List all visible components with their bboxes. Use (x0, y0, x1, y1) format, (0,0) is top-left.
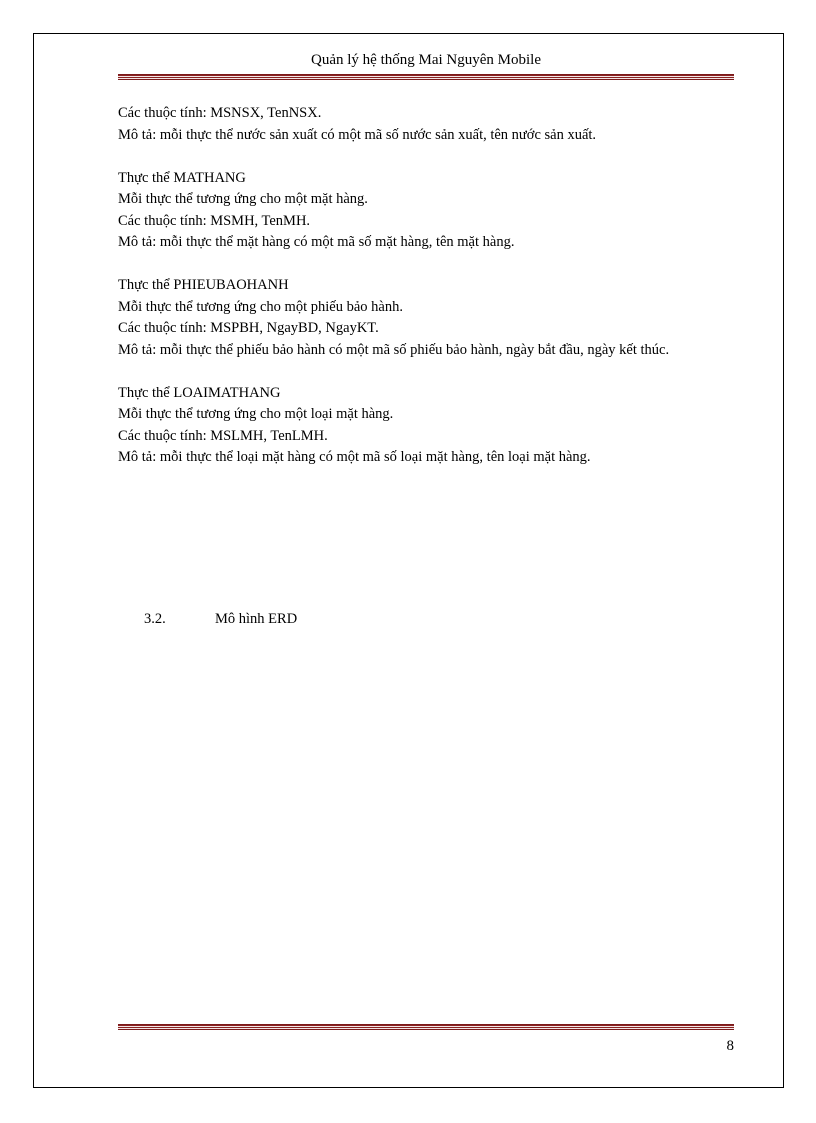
phieubaohanh-title: Thực thể PHIEUBAOHANH (118, 277, 289, 293)
nuocsanxuat-attributes: Các thuộc tính: MSNSX, TenNSX. (118, 105, 322, 121)
nuocsanxuat-description: Mô tả: mỗi thực thể nước sản xuất có một mã số nước sản xuất, tên nước sản xuất. (118, 126, 597, 143)
document-body (118, 103, 734, 469)
loaimathang-attributes: Các thuộc tính: MSLMH, TenLMH. (118, 427, 328, 444)
phieubaohanh-description: Mô tả: mỗi thực thể phiếu bảo hành có một mã số phiếu bảo hành, ngày bắt đầu, ngày kết thúc. (118, 341, 670, 358)
page-header-title: Quản lý hệ thống Mai Nguyên Mobile (311, 52, 541, 68)
mathang-description: Mô tả: mỗi thực thể mặt hàng có một mã số mặt hàng, tên mặt hàng. (118, 234, 515, 250)
footer-rule (118, 1024, 734, 1030)
phieubaohanh-intro: Mỗi thực thể tương ứng cho một phiếu bảo hành. (118, 298, 403, 315)
loaimathang-description: Mô tả: mỗi thực thể loại mặt hàng có một mã số loại mặt hàng, tên loại mặt hàng. (118, 449, 591, 465)
section-number: 3.2. (144, 611, 166, 627)
phieubaohanh-attributes: Các thuộc tính: MSPBH, NgayBD, NgayKT. (118, 320, 379, 336)
section-title: Mô hình ERD (215, 611, 298, 627)
page-number: 8 (726, 1038, 734, 1054)
paragraph-gap (118, 361, 734, 383)
mathang-title: Thực thể MATHANG (118, 169, 246, 186)
paragraph-gap (118, 254, 734, 276)
loaimathang-title: Thực thể LOAIMATHANG (118, 384, 281, 401)
mathang-intro: Mỗi thực thể tương ứng cho một mặt hàng. (118, 191, 368, 207)
mathang-attributes: Các thuộc tính: MSMH, TenMH. (118, 212, 311, 229)
loaimathang-intro: Mỗi thực thể tương ứng cho một loại mặt hàng. (118, 406, 394, 422)
paragraph-gap (118, 146, 734, 168)
header-rule (118, 74, 734, 80)
